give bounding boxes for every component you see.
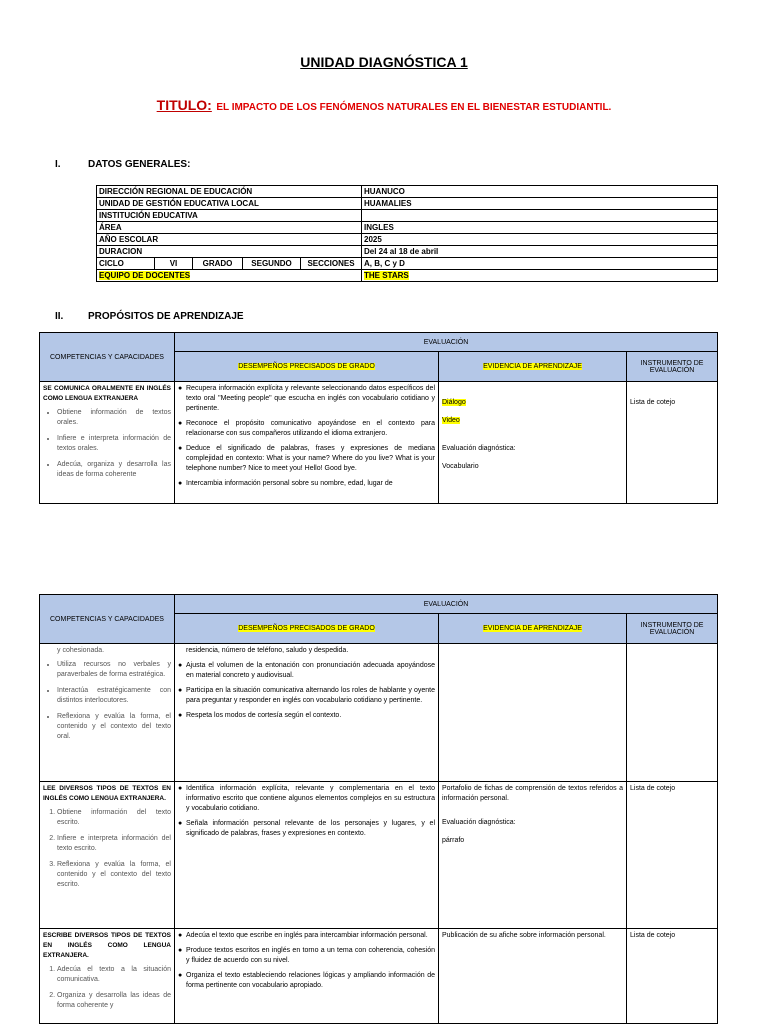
evidencia-item: Publicación de su afiche sobre información personal. (442, 932, 606, 939)
list-item: ● Reconoce el propósito comunicativo apoyándose en el contexto para relacionarse con sus compañeros utilizando el idioma extranjero. (178, 419, 435, 439)
duration-label: DURACION (97, 246, 362, 258)
section-name: PROPÓSITOS DE APRENDIZAJE (88, 311, 244, 322)
list-item: ● Intercambia información personal sobre su nombre, edad, lugar de (178, 479, 435, 489)
header-evaluacion: EVALUACIÓN (175, 333, 718, 352)
list-item: • Interactúa estratégicamente con distintos interlocutores. (57, 686, 171, 706)
list-item: ● Identifica información explícita, relevante y complementaria en el texto informativo escrito que contiene algunos elementos complejos en su estructura y vocabulario cotidiano. (178, 784, 435, 814)
table-row (97, 186, 718, 198)
equipo-label: EQUIPO DE DOCENTES (99, 271, 191, 280)
year-label: AÑO ESCOLAR (97, 234, 362, 246)
area-value: INGLES (362, 222, 718, 234)
instrumento-value: Lista de cotejo (630, 399, 676, 406)
ie-value (362, 210, 718, 222)
evidencia-cell (439, 382, 627, 504)
list-item: 1. Obtiene información del texto escrito. (57, 808, 171, 828)
competencia-title: ESCRIBE DIVERSOS TIPOS DE TEXTOS EN INGLÉS COMO LENGUA EXTRANJERA. (43, 932, 171, 959)
competencia-title: LEE DIVERSOS TIPOS DE TEXTOS EN INGLÉS COMO LENGUA EXTRANJERA. (43, 785, 171, 802)
document-title: UNIDAD DIAGNÓSTICA 1 (300, 54, 468, 70)
grado-value: SEGUNDO (243, 258, 301, 270)
ie-label: INSTITUCIÓN EDUCATIVA (97, 210, 362, 222)
duration-value: Del 24 al 18 de abril (362, 246, 718, 258)
desempeno-continuation: residencia, número de teléfono, saludo y despedida. (186, 647, 349, 654)
header-evaluacion: EVALUACIÓN (175, 595, 718, 614)
table-row (97, 270, 718, 282)
list-item: 1. Adecúa el texto a la situación comunicativa. (57, 965, 171, 985)
desempenos-cell (175, 782, 439, 929)
list-item: 3. Reflexiona y evalúa la forma, el contenido y el contexto del texto escrito. (57, 860, 171, 890)
competencia-cell (40, 382, 175, 504)
evidencia-cell (439, 644, 627, 782)
grado-label: GRADO (193, 258, 243, 270)
equipo-value: THE STARS (364, 271, 409, 280)
list-item: ● Respeta los modos de cortesía según el contexto. (178, 711, 435, 721)
table-row (97, 210, 718, 222)
dre-value: HUANUCO (362, 186, 718, 198)
evidencia-item: Diálogo (442, 399, 466, 406)
instrumento-cell (627, 382, 718, 504)
section-heading-general (55, 159, 355, 173)
desempenos-list (178, 384, 435, 489)
dre-label: DIRECCIÓN REGIONAL DE EDUCACIÓN (97, 186, 362, 198)
ciclo-label: CICLO (97, 258, 155, 270)
header-desempenos: DESEMPEÑOS PRECISADOS DE GRADO (175, 352, 439, 382)
list-item: ● Organiza el texto estableciendo relaciones lógicas y ampliando información de forma pertinente con vocabulario apropiado. (178, 971, 435, 991)
list-item: • Obtiene información de textos orales. (57, 408, 171, 428)
evidencia-item: Vocabulario (442, 463, 479, 470)
evidencia-item: párrafo (442, 837, 465, 844)
table-row (40, 382, 718, 504)
instrumento-value: Lista de cotejo (630, 932, 676, 939)
list-item: ● Deduce el significado de palabras, frases y expresiones de mediana complejidad en contexto: What is your name? Where do you live? What is your telephone number? Nice to meet you! Hello! Good bye. (178, 444, 435, 474)
list-item: 2. Organiza y desarrolla las ideas de forma coherente y (57, 991, 171, 1011)
table-row (40, 782, 718, 929)
desempenos-list (178, 784, 435, 839)
instrumento-cell (627, 644, 718, 782)
capacidades-list (43, 408, 171, 480)
table-header-row (40, 595, 718, 614)
secciones-label: SECCIONES (301, 258, 362, 270)
header-instrumento: INSTRUMENTO DE EVALUACIÓN (627, 352, 718, 382)
section-number: I. (55, 159, 61, 170)
general-data-table (96, 185, 718, 282)
section-heading-purposes (55, 311, 355, 325)
header-evidencia: EVIDENCIA DE APRENDIZAJE (439, 352, 627, 382)
capacidad-continuation: y cohesionada. (57, 647, 105, 654)
header-instrumento: INSTRUMENTO DE EVALUACIÓN (627, 614, 718, 644)
ugel-label: UNIDAD DE GESTIÓN EDUCATIVA LOCAL (97, 198, 362, 210)
purposes-table-1 (39, 332, 718, 504)
competencia-title: SE COMUNICA ORALMENTE EN INGLÉS COMO LENGUA EXTRANJERA (43, 385, 171, 402)
evidencia-item: Evaluación diagnóstica: (442, 819, 516, 826)
evidencia-item: Video (442, 417, 460, 424)
evidencia-cell (439, 929, 627, 1024)
capacidades-list (43, 660, 171, 742)
ugel-value: HUAMALIES (362, 198, 718, 210)
table-row (40, 644, 718, 782)
table-row (97, 234, 718, 246)
section-number: II. (55, 311, 64, 322)
table-header-row (40, 333, 718, 352)
header-competencias: COMPETENCIAS Y CAPACIDADES (40, 333, 175, 382)
list-item: ● Participa en la situación comunicativa alternando los roles de hablante y oyente para preguntar y responder en inglés con vocabulario cotidiano y pertinente. (178, 686, 435, 706)
competencia-cell (40, 644, 175, 782)
desempenos-list (178, 931, 435, 991)
evidencia-item: Portafolio de fichas de comprensión de textos referidos a información personal. (442, 785, 623, 802)
secciones-value: A, B, C y D (362, 258, 718, 270)
list-item: ● Señala información personal relevante de los personajes y lugares, y el significado de palabras, frases y expresiones en contexto. (178, 819, 435, 839)
competencia-cell (40, 929, 175, 1024)
table-row (40, 929, 718, 1024)
list-item: 2. Infiere e interpreta información del texto escrito. (57, 834, 171, 854)
list-item: ● Ajusta el volumen de la entonación con pronunciación adecuada apoyándose en material concreto y audiovisual. (178, 661, 435, 681)
subtitle-text: EL IMPACTO DE LOS FENÓMENOS NATURALES EN EL BIENESTAR ESTUDIANTIL. (216, 102, 612, 113)
list-item: • Adecúa, organiza y desarrolla las ideas de forma coherente (57, 460, 171, 480)
evidencia-item: Evaluación diagnóstica: (442, 445, 516, 452)
area-label: ÁREA (97, 222, 362, 234)
header-evidencia: EVIDENCIA DE APRENDIZAJE (439, 614, 627, 644)
evidencia-cell (439, 782, 627, 929)
subtitle-label: TITULO: (156, 97, 212, 113)
desempenos-cell (175, 644, 439, 782)
header-desempenos: DESEMPEÑOS PRECISADOS DE GRADO (175, 614, 439, 644)
table-row (97, 222, 718, 234)
table-row (97, 246, 718, 258)
list-item: • Utiliza recursos no verbales y paraverbales de forma estratégica. (57, 660, 171, 680)
instrumento-value: Lista de cotejo (630, 785, 676, 792)
section-name: DATOS GENERALES: (88, 159, 191, 170)
desempenos-cell (175, 929, 439, 1024)
competencia-cell (40, 782, 175, 929)
list-item: ● Adecúa el texto que escribe en inglés para intercambiar información personal. (178, 931, 435, 941)
table-row (97, 258, 718, 270)
desempenos-cell (175, 382, 439, 504)
list-item: ● Recupera información explícita y relevante seleccionando datos específicos del texto oral "Meeting people" que escucha en inglés con vocabulario cotidiano y pertinente. (178, 384, 435, 414)
table-row (97, 198, 718, 210)
instrumento-cell (627, 929, 718, 1024)
capacidades-list (43, 965, 171, 1011)
unit-subtitle (0, 97, 768, 115)
list-item: ● Produce textos escritos en inglés en torno a un tema con coherencia, cohesión y fluidez de acuerdo con su nivel. (178, 946, 435, 966)
header-competencias: COMPETENCIAS Y CAPACIDADES (40, 595, 175, 644)
year-value: 2025 (362, 234, 718, 246)
purposes-table-2 (39, 594, 718, 1024)
capacidades-list (43, 808, 171, 890)
desempenos-list (178, 661, 435, 721)
ciclo-value: VI (155, 258, 193, 270)
instrumento-cell (627, 782, 718, 929)
list-item: • Infiere e interpreta información de textos orales. (57, 434, 171, 454)
list-item: • Reflexiona y evalúa la forma, el contenido y el contexto del texto oral. (57, 712, 171, 742)
